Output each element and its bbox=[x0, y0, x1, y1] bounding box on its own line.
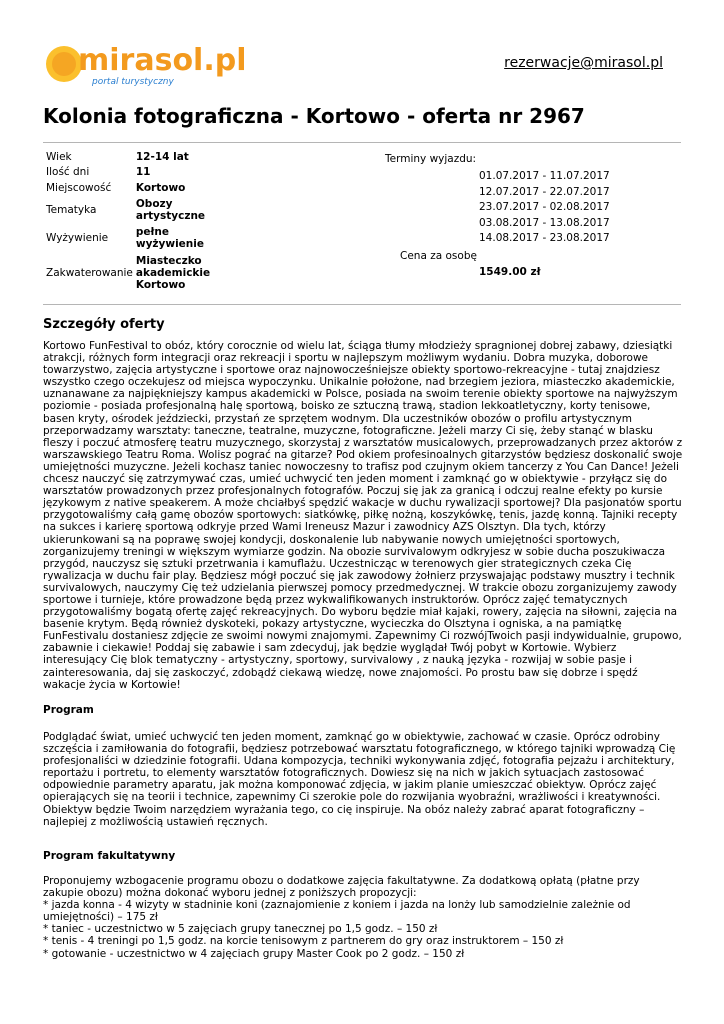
term-date: 14.08.2017 - 23.08.2017 bbox=[479, 232, 610, 245]
info-value: pełne wyżywienie bbox=[135, 225, 204, 250]
optional-program-heading: Program fakultatywny bbox=[43, 850, 176, 862]
optional-intro: Proponujemy wzbogacenie programu obozu o dodatkowe zajęcia fakultatywne. Za dodatkową opłatą (płatne przy zakupie obozu) można dokonać wyboru jednej z poniższych propozycji: bbox=[43, 875, 640, 900]
info-row bbox=[43, 149, 220, 165]
term-date: 01.07.2017 - 11.07.2017 bbox=[479, 170, 610, 182]
terms-label: Terminy wyjazdu: bbox=[385, 153, 477, 165]
optional-item: * gotowanie - uczestnictwo w 4 zajęciach grupy Master Cook po 2 godz. – 150 zł bbox=[43, 947, 465, 960]
info-value: Obozy artystyczne bbox=[135, 197, 206, 222]
optional-item: * tenis - 4 treningi po 1,5 godz. na korcie tenisowym z partnerem do gry oraz instruktorem – 150 zł bbox=[43, 935, 564, 948]
info-row bbox=[43, 165, 220, 181]
info-label: Zakwaterowanie bbox=[46, 266, 133, 279]
info-label: Wiek bbox=[46, 150, 72, 163]
logo-tagline: portal turystyczny bbox=[92, 77, 174, 87]
terms-list bbox=[479, 169, 610, 247]
logo-text: mirasol.pl bbox=[78, 43, 247, 78]
info-label: Miejscowość bbox=[46, 181, 112, 194]
info-value: Miasteczko akademickie Kortowo bbox=[135, 254, 211, 291]
optional-program-text bbox=[43, 875, 683, 960]
info-value: Kortowo bbox=[135, 181, 186, 194]
info-label: Tematyka bbox=[46, 203, 97, 216]
info-row bbox=[43, 252, 220, 294]
price-value: 1549.00 zł bbox=[479, 266, 541, 278]
price-label: Cena za osobę bbox=[400, 250, 477, 262]
email-link[interactable]: rezerwacje@mirasol.pl bbox=[504, 55, 663, 71]
program-text: Podglądać świat, umieć uchwycić ten jeden moment, zamknąć go w obiektywie, zachować w czasie. Oprócz odrobiny szczęścia i zamiłowania do fotografii, będziesz potrzebować warsztatu fotograficznego, w którego tajniki wprowadzą Cię profesjonaliści w dziedzinie fotografii. Udana kompozycja, techniki wykonywania zdjęć, fotografia pejzażu i architektury, reportażu i portretu, to elementy warsztatów fotograficznych. Dowiesz się na nich w jakich sytuacjach zastosować odpowiednie parametry aparatu, jak można komponować zdjęcia, w jakim planie umieszczać obiektyw. Oprócz zajęć opierających się na teorii i technice, zapewnimy Ci szerokie pole do rozwijania wyobraźni, wrażliwości i kreatywności. Obiektyw będzie Twoim narzędziem wyrażania tego, co cię inspiruje. Na obóz należy zabrać aparat fotograficzny – najlepiej z możliwością ustawień ręcznych. bbox=[43, 731, 676, 828]
info-value: 11 bbox=[135, 166, 151, 179]
offer-info-table bbox=[43, 149, 220, 294]
term-date: 23.07.2017 - 02.08.2017 bbox=[479, 201, 610, 214]
term-date: 03.08.2017 - 13.08.2017 bbox=[479, 216, 610, 229]
divider bbox=[43, 142, 681, 143]
info-label: Ilość dni bbox=[46, 166, 90, 179]
term-date: 12.07.2017 - 22.07.2017 bbox=[479, 185, 610, 198]
details-heading: Szczegóły oferty bbox=[43, 317, 165, 332]
info-row bbox=[43, 180, 220, 196]
divider bbox=[43, 304, 681, 305]
optional-item: * taniec - uczestnictwo w 5 zajęciach grupy tanecznej po 1,5 godz. – 150 zł bbox=[43, 923, 438, 936]
info-value: 12-14 lat bbox=[135, 150, 189, 163]
optional-item: * jazda konna - 4 wizyty w stadninie koni (zaznajomienie z koniem i jazda na lonży lub samodzielnie zależnie od umiejętności) – 175 zł bbox=[43, 899, 631, 924]
info-row bbox=[43, 196, 220, 224]
details-text: Kortowo FunFestival to obóz, który corocznie od wielu lat, ściąga tłumy młodzieży spragnionej dobrej zabawy, dziesiątki atrakcji, różnych form integracji oraz rekreacji i sportu w najlepszym możliwym wydaniu. Dobra muzyka, doborowe towarzystwo, zajęcia artystyczne i sportowe oraz najnowocześniejsze obiekty sportowo-rekreacyjne - tutaj znajdziesz wszystko czego oczekujesz od miejsca wypoczynku. Unikalnie położone, nad brzegiem jeziora, miasteczko akademickie, uznanawane za najpiękniejszy kampus akademicki w Polsce, posiada na swoim terenie obiekty sportowe na najwyższym poziomie - posiada profesjonalną halę sportową, boisko ze sztuczną trawą, stadion lekkoatletyczny, korty tenisowe, basen kryty, ośrodek jeździecki, przystań ze sprzętem wodnym. Dla uczestników obozów o profilu artystycznym przeporwadzamy warsztaty: taneczne, teatralne, muzyczne, fotograficzne. Jeżeli marzy Ci się, żeby stanąć w blasku fleszy i poczuć atmosferę teatru muzycznego, skorzystaj z warsztatów musicalowych, przeprowadzanych przez aktorów z warszawskiego Teatru Roma. Wolisz pograć na gitarze? Pod okiem profesinoalnych gitarzystów będziesz doskonalić swoje umiejętności muzyczne. Jeżeli kochasz taniec nowoczesny to trafisz pod czujnym okiem tancerzy z You Can Dance! Jeżeli chcesz nauczyć się zatrzymywać czas, umieć uchwycić ten jeden moment i zamknąć go w obiektywie - przyłącz się do warsztatów prowadzonych przez profesjonalnych fotografów. Poczuj się jak za granicą i odczuj realne efekty po kursie językowym z native speakerem. A może chciałbyś spędzić wakacje w duchu rywalizacji sportowej? Dla pasjonatów sportu przygotowaliśmy całą gamę obozów sportowych: siatkówkę, piłkę nożną, koszykówkę, tenis, jazdę konną. Tajniki recepty na sukces i karierę sportową odkryje przed Wami Ireneusz Mazur i zawodnicy AZS Olsztyn. Dla tych, którzy ukierunkowani są na poprawę swojej kondycji, doskonalenie lub nabywanie nowych umiejętności sportowych, zorganizujemy treningi w większym wymiarze godzin. Na obozie survivalowym odkryjesz w sobie ducha poszukiwacza przygód, nauczysz się sztuki przetrwania i kamuflażu. Uczestnicząc w terenowych gier strategicznych czeka Cię rywalizacja w duchu fair play. Będziesz mógł poczuć się jak zawodowy żołnierz przyswajając podstawy musztry i technik survivalowych, nauczymy Cię też udzielania pierwszej pomocy przedmedycznej. W trakcie obozu zorganizujemy zawody sportowe i turnieje, które prowadzone będą przez wykwalifikowanych instruktorów. Oprócz zajęć tematycznych przygotowaliśmy bogatą ofertę zajęć rekreacyjnych. Do wyboru będzie miał kajaki, rowery, zajęcia na siłowni, zajęcia na basenie krytym. Będą również dyskoteki, pokazy artystyczne, wycieczka do Olsztyna i ogniska, a na pamiątkę FunFestivalu dostaniesz zdjęcie ze swoimi nowymi znajomymi. Zapewnimy Ci rozwójTwoich pasji indywidualnie, grupowo, zabawnie i ciekawie! Poddaj się zabawie i sam zdecyduj, jak będzie wyglądał Twój pobyt w Kortowie. Wybierz interesujący Cię blok tematyczny - artystyczny, sportowy, survivalowy , z nauką języka - rozwijaj w sobie pasje i zainteresowania, daj się zaskoczyć, zdobądź ciekawą wiedzę, nowe znajomości. Po prostu baw się dobrze i spędź wakacje życia w Kortowie! bbox=[43, 340, 683, 691]
mirasol-logo bbox=[44, 36, 274, 92]
info-label: Wyżywienie bbox=[46, 231, 109, 244]
page-title: Kolonia fotograficzna - Kortowo - oferta nr 2967 bbox=[43, 104, 585, 128]
program-heading: Program bbox=[43, 704, 94, 716]
info-row bbox=[43, 224, 220, 252]
